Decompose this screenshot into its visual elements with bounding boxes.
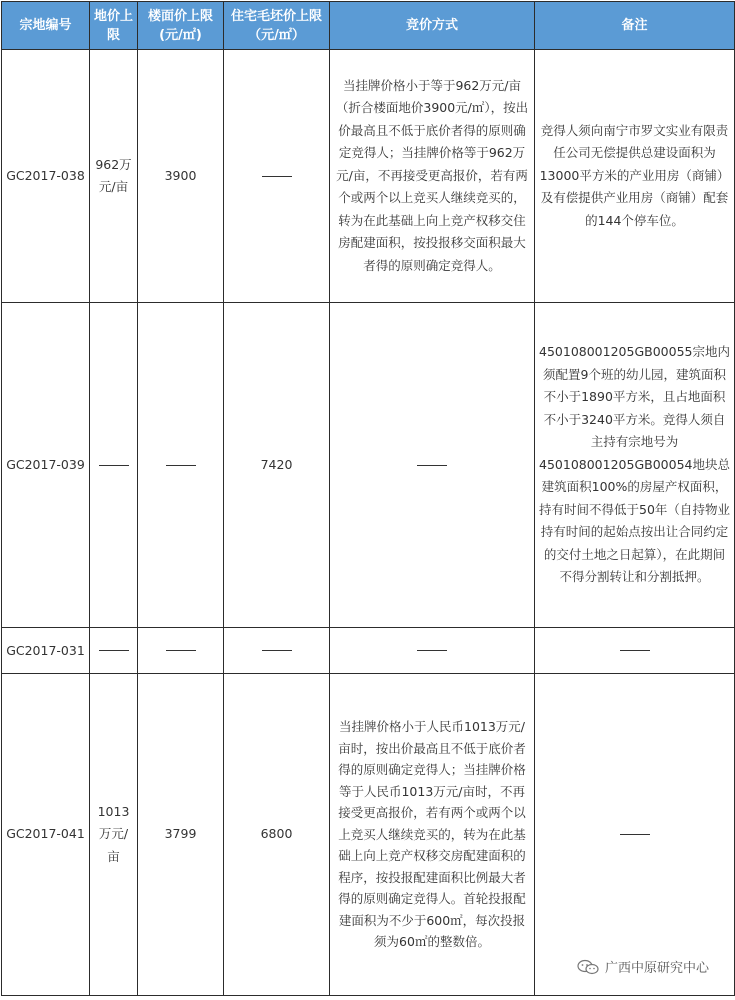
dash-mark (262, 176, 292, 177)
house-price-cap: 6800 (224, 674, 330, 996)
watermark (573, 955, 713, 978)
dash-mark (620, 834, 650, 835)
dash-mark (620, 650, 650, 651)
dash-mark (166, 650, 196, 651)
header-house-price-cap: 住宅毛坯价上限（元/㎡） (224, 2, 330, 50)
land-price-cap: 962万元/亩 (90, 50, 138, 303)
remarks (535, 674, 735, 996)
dash-mark (99, 465, 129, 466)
dash-mark (166, 465, 196, 466)
land-auction-table (1, 1, 735, 996)
bidding-method (330, 628, 535, 674)
bidding-method: 当挂牌价格小于等于962万元/亩（折合楼面地价3900元/㎡），按出价最高且不低于底价者得的原则确定竞得人；当挂牌价格等于962万元/亩，不再接受更高报价，若有两个或两个以上竞买人继续竞买的，转为在此基础上向上竞产权移交住房配建面积，按投报移交面积最大者得的原则确定竞得人。 (330, 50, 535, 303)
parcel-id: GC2017-041 (2, 674, 90, 996)
floor-price-cap (138, 303, 224, 628)
house-price-cap (224, 50, 330, 303)
land-price-cap (90, 628, 138, 674)
land-price-cap: 1013万元/亩 (90, 674, 138, 996)
remarks: 450108001205GB00055宗地内须配置9个班的幼儿园，建筑面积不小于1890平方米，且占地面积不小于3240平方米。竞得人须自主持有宗地号为450108001205GB00054地块总建筑面积100%的房屋产权面积，持有时间不得低于50年（自持物业持有时间的起始点按出让合同约定的交付土地之日起算），在此期间不得分割转让和分割抵押。 (535, 303, 735, 628)
table-row (2, 628, 735, 674)
dash-mark (99, 650, 129, 651)
watermark-text: 广西中原研究中心 (604, 961, 709, 976)
bidding-method (330, 303, 535, 628)
remarks: 竞得人须向南宁市罗文实业有限责任公司无偿提供总建设面积为13000平方米的产业用房（商铺）及有偿提供产业用房（商铺）配套的144个停车位。 (535, 50, 735, 303)
house-price-cap: 7420 (224, 303, 330, 628)
parcel-id: GC2017-038 (2, 50, 90, 303)
wechat-icon (577, 959, 599, 975)
dash-mark (262, 650, 292, 651)
dash-mark (417, 465, 447, 466)
parcel-id: GC2017-031 (2, 628, 90, 674)
header-row (2, 2, 735, 50)
bidding-method: 当挂牌价格小于人民币1013万元/亩时，按出价最高且不低于底价者得的原则确定竞得人；当挂牌价格等于人民币1013万元/亩时，不再接受更高报价，若有两个或两个以上竞买人继续竞买的，转为在此基础上向上竞产权移交房配建面积的程序，按投报配建面积比例最大者得的原则确定竞得人。首轮投报配建面积为不少于600㎡，每次投报须为60㎡的整数倍。 (330, 674, 535, 996)
table-row (2, 303, 735, 628)
house-price-cap (224, 628, 330, 674)
land-price-cap (90, 303, 138, 628)
header-land-price-cap: 地价上限 (90, 2, 138, 50)
dash-mark (417, 650, 447, 651)
parcel-id: GC2017-039 (2, 303, 90, 628)
header-remarks: 备注 (535, 2, 735, 50)
header-parcel-id: 宗地编号 (2, 2, 90, 50)
remarks (535, 628, 735, 674)
table-row (2, 674, 735, 996)
table-row (2, 50, 735, 303)
floor-price-cap: 3799 (138, 674, 224, 996)
floor-price-cap (138, 628, 224, 674)
floor-price-cap: 3900 (138, 50, 224, 303)
header-bidding-method: 竞价方式 (330, 2, 535, 50)
header-floor-price-cap: 楼面价上限(元/㎡) (138, 2, 224, 50)
